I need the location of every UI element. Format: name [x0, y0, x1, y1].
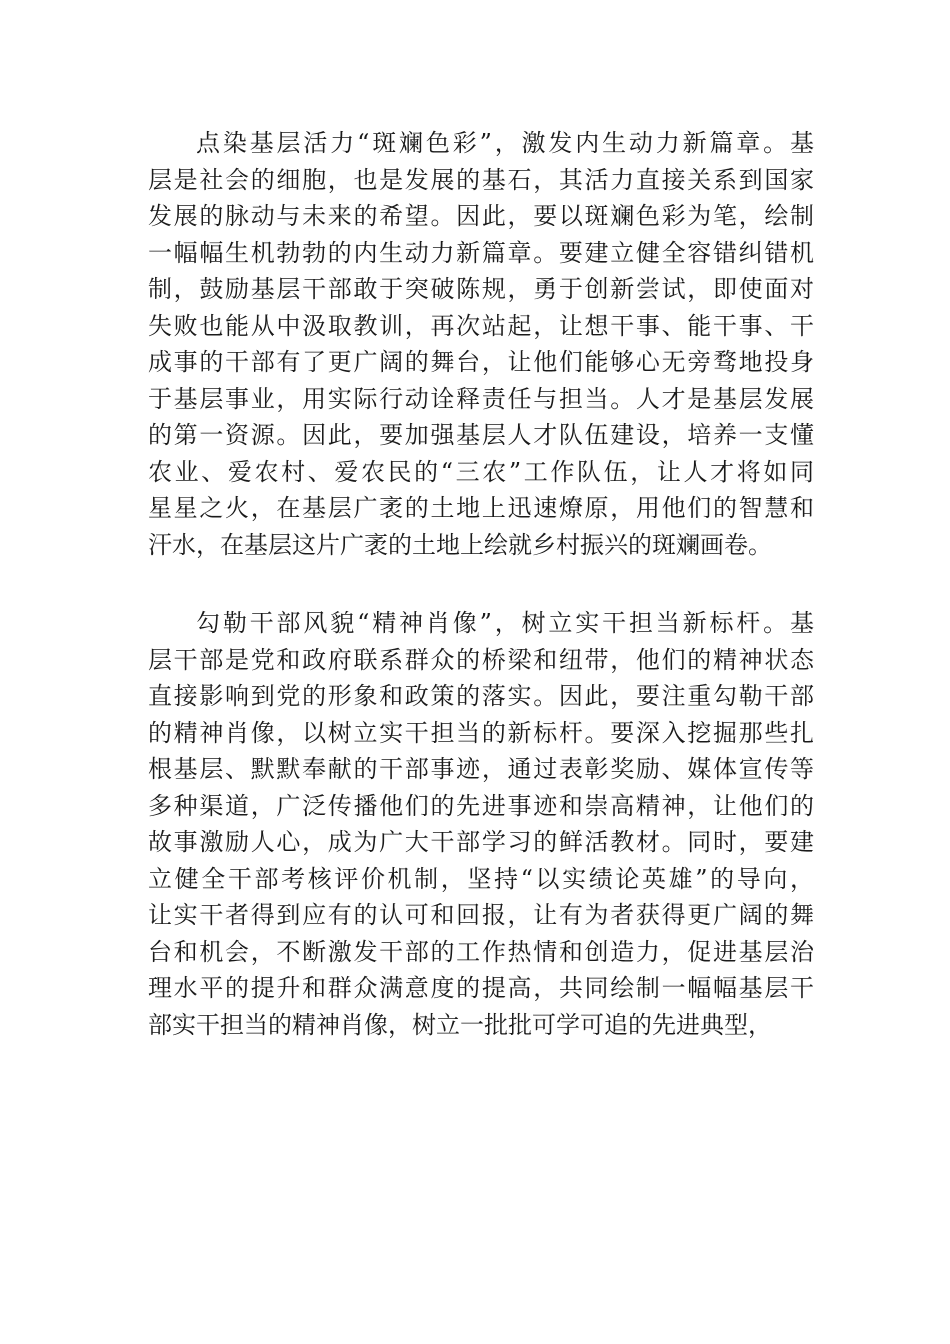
paragraph-line: 根基层、默默奉献的干部事迹，通过表彰奖励、媒体宣传等 [148, 755, 814, 783]
paragraph-line: 的第一资源。因此，要加强基层人才队伍建设，培养一支懂 [148, 421, 814, 449]
paragraph-line: 多种渠道，广泛传播他们的先进事迹和崇高精神，让他们的 [148, 791, 814, 820]
paragraph-line: 故事激励人心，成为广大干部学习的鲜活教材。同时，要建 [148, 828, 814, 856]
paragraph-line: 发展的脉动与未来的希望。因此，要以斑斓色彩为笔，绘制 [148, 202, 814, 230]
paragraph-2 [148, 605, 814, 1043]
paragraph-1 [148, 125, 814, 563]
paragraph-line: 失败也能从中汲取教训，再次站起，让想干事、能干事、干 [148, 311, 814, 340]
paragraph-line: 一幅幅生机勃勃的内生动力新篇章。要建立健全容错纠错机 [148, 238, 814, 267]
paragraph-line: 汗水，在基层这片广袤的土地上绘就乡村振兴的斑斓画卷。 [148, 530, 772, 559]
paragraph-line: 部实干担当的精神肖像，树立一批批可学可追的先进典型， [148, 1010, 772, 1039]
paragraph-line: 直接影响到党的形象和政策的落实。因此，要注重勾勒干部 [148, 682, 814, 710]
paragraph-line: 星星之火，在基层广袤的土地上迅速燎原，用他们的智慧和 [148, 494, 814, 522]
paragraph-line: 点染基层活力“斑斓色彩”，激发内生动力新篇章。基 [196, 129, 814, 157]
paragraph-line: 的精神肖像，以树立实干担当的新标杆。要深入挖掘那些扎 [148, 718, 814, 747]
paragraph-line: 立健全干部考核评价机制，坚持“以实绩论英雄”的导向， [148, 864, 814, 893]
paragraph-line: 农业、爱农村、爱农民的“三农”工作队伍，让人才将如同 [148, 457, 814, 486]
paragraph-line: 理水平的提升和群众满意度的提高，共同绘制一幅幅基层干 [148, 974, 814, 1002]
paragraph-line: 台和机会，不断激发干部的工作热情和创造力，促进基层治 [148, 937, 814, 966]
paragraph-line: 层干部是党和政府联系群众的桥梁和纽带，他们的精神状态 [148, 645, 814, 674]
paragraph-line: 层是社会的细胞，也是发展的基石，其活力直接关系到国家 [148, 165, 814, 194]
paragraph-line: 勾勒干部风貌“精神肖像”，树立实干担当新标杆。基 [196, 609, 814, 637]
paragraph-line: 让实干者得到应有的认可和回报，让有为者获得更广阔的舞 [148, 901, 814, 929]
paragraph-line: 成事的干部有了更广阔的舞台，让他们能够心无旁骛地投身 [148, 348, 814, 376]
paragraph-line: 于基层事业，用实际行动诠释责任与担当。人才是基层发展 [148, 384, 814, 413]
paragraph-line: 制，鼓励基层干部敢于突破陈规，勇于创新尝试，即使面对 [148, 275, 814, 303]
